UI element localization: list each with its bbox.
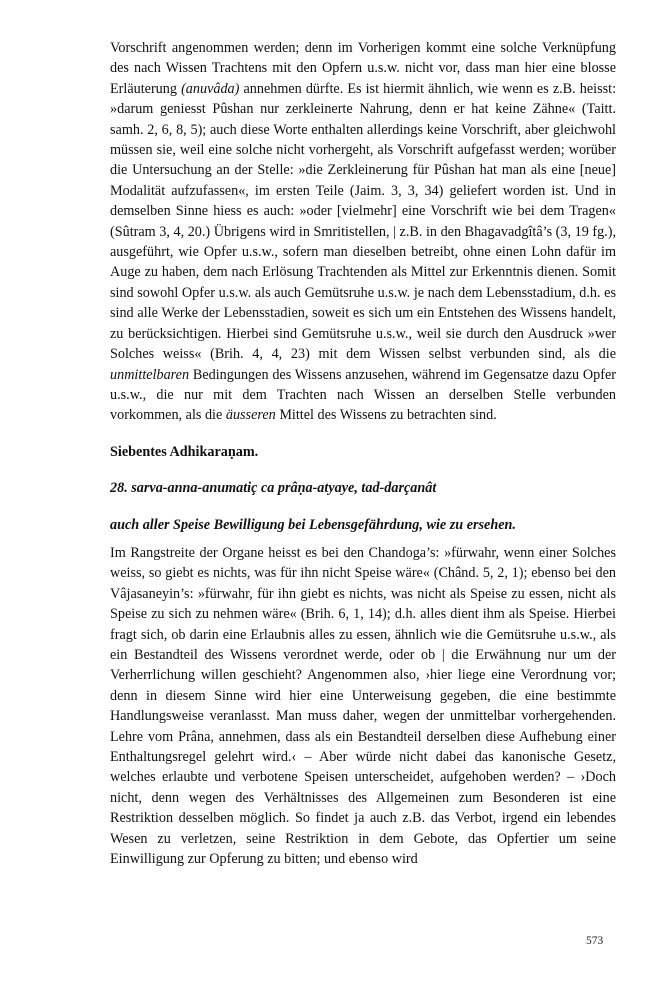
spacer: [110, 462, 616, 478]
sutra-line: 28. sarva-anna-anumatiç ca prâṇa-atyaye, tad-darçanât: [110, 480, 437, 497]
section-heading: Siebentes Adhikaraṇam.: [110, 443, 259, 460]
page-number: 573: [586, 935, 604, 947]
spacer: [110, 426, 616, 442]
paragraph-1-italic-b: unmittelbaren: [110, 366, 190, 383]
paragraph-1-text-b: annehmen dürfte. Es ist hiermit ähnlich, wie wenn es z.B. heisst: »darum geniesst Pûshan nur zerkleinerte Nahrung, denn er hat keine Zähne« (Taitt. samh. 2, 6, 8, 5); auch diese Worte enthalten allerdings keine Vorschrift, aber gleichwohl müssen sie, weil eine solche nicht vorhergeht, als Vorschrift aufgefasst werden; worüber die Untersuchung an der Stelle: »die Zerkleinerung für Pûshan hat man als eine [neue] Modalität aufzufassen«, im ersten Teile (Jaim. 3, 3, 34) geliefert worden ist. Und in demselben Sinne hiess es auch: »oder [vielmehr] eine Vorschrift wie bei dem Tragen« (Sûtram 3, 4, 20.) Übrigens wird in Smritistellen, | z.B. in den Bhagavadgîtâ’s (3, 19 fg.), ausgeführt, wie Opfer u.s.w., sofern man dieselben betreibt, ohne einen Lohn dafür im Auge zu haben, dem nach Erlösung Trachtenden als Mittel zur Erkenntnis dienen. Somit sind sowohl Opfer u.s.w. als auch Gemütsruhe u.s.w. je nach dem Lebensstadium, d.h. es sind alle Werke der Lebensstadien, soweit es sich um ein Entstehen des Wissens handelt, zu berücksichtigen. Hierbei sind Gemütsruhe u.s.w., weil sie durch den Ausdruck »wer Solches weiss« (Brih. 4, 4, 23) mit dem Wissen selbst verbunden sind, als die: [110, 80, 617, 363]
paragraph-1-text-a: Vorschrift angenommen werden; denn im Vorherigen kommt eine solche Verknüpfung des nach Wissen Trachtens mit den Opfern u.s.w. nicht vor, dass man hier eine blosse Erläuterung: [110, 40, 616, 97]
paragraph-1-italic-c: äusseren: [225, 407, 276, 424]
sutra-translation: auch aller Speise Bewilligung bei Lebensgefährdung, wie zu ersehen.: [110, 516, 516, 533]
paragraph-2: Im Rangstreite der Organe heisst es bei den Chandoga’s: »fürwahr, wenn einer Solches weiss, so giebt es nichts, was für ihn nicht Speise wäre« (Chând. 5, 2, 1); ebenso bei den Vâjasaneyin’s: »fürwahr, für ihn giebt es nichts, was nicht als Speise zu essen, nicht als Speise zu sich zu nehmen wäre« (Brih. 6, 1, 14); d.h. alles dient ihm als Speise. Hierbei fragt sich, ob darin eine Erlaubnis alles zu essen, ähnlich wie die Gemütsruhe u.s.w., als ein Bestandteil des Wissens verordnet werde, oder ob | die Erwähnung nur um der Verherrlichung willen geschieht? Angenommen also, ›hier liege eine Verordnung vor; denn in diesem Sinne wird hier eine Unterweisung gegeben, die eine bestimmte Handlungsweise veranlasst. Man muss daher, wegen der unmittelbar vorhergehenden. Lehre vom Prâna, annehmen, dass als ein Bestandteil derselben diese Aufhebung einer Enthaltungsregel gelehrt wird.‹ – Aber würde nicht dabei das kanonische Gesetz, welches erlaubte und verbotene Speisen unterscheidet, aufgehoben werden? – ›Doch nicht, denn wegen des Verhältnisses des Allgemeinen zum Besonderen ist eine Restriktion desselben möglich. So findet ja auch z.B. das Verbot, irgend ein lebendes Wesen zu verletzen, seine Restriktion in dem Gebote, das Opfertier um seine Einwilligung zur Opferung zu bitten; und ebenso wird: [110, 544, 616, 868]
spacer: [110, 499, 616, 515]
paragraph-1-text-d: Mittel des Wissens zu betrachten sind.: [275, 407, 497, 424]
page-body: [110, 38, 616, 869]
paragraph-1: [110, 38, 616, 426]
paragraph-1-text-c: Bedingungen des Wissens anzusehen, während im Gegensatze dazu Opfer u.s.w., die nur mit dem Trachten nach Wissen an derselben Stelle verbunden vorkommen, als die: [110, 366, 616, 424]
spacer: [110, 535, 616, 543]
paragraph-1-italic-a: (anuvâda): [181, 80, 240, 97]
